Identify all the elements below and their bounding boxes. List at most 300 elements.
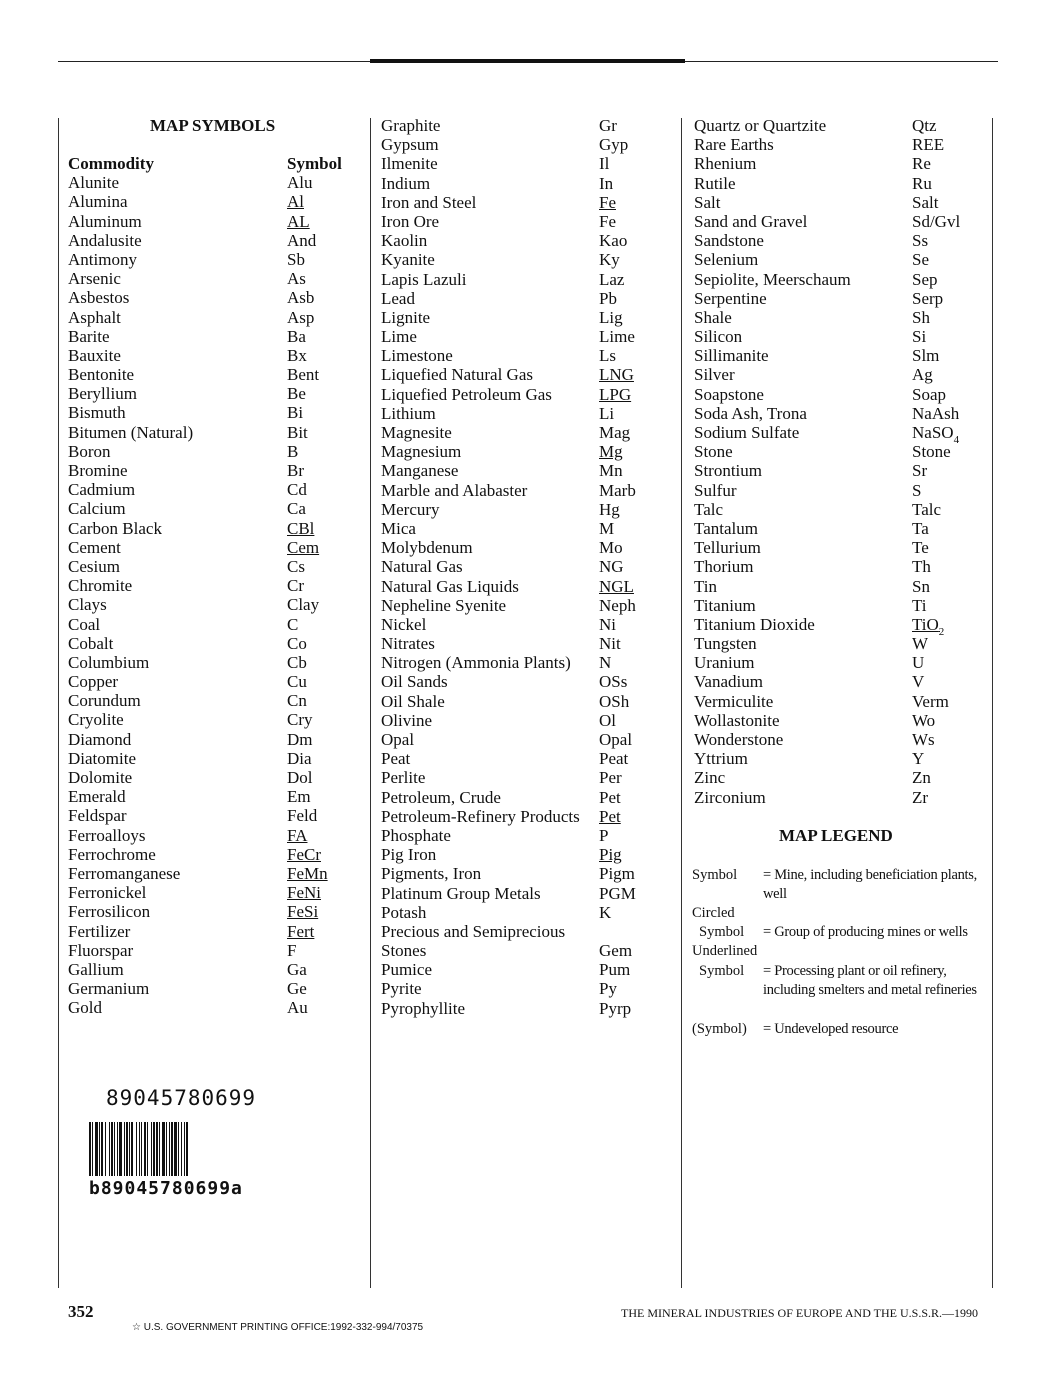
commodity-name: Nepheline Syenite <box>381 595 507 615</box>
commodity-name: Cesium <box>68 556 120 576</box>
commodity-name: Diatomite <box>68 748 136 768</box>
commodity-symbol <box>912 596 927 615</box>
commodity-name: Cement <box>68 537 121 557</box>
commodity-symbol <box>599 692 629 711</box>
symbol-text: V <box>912 672 925 692</box>
commodity-name: Tantalum <box>694 518 758 538</box>
commodity-symbol <box>287 730 313 749</box>
symbol-text: K <box>599 902 612 922</box>
commodity-name: Tellurium <box>694 538 761 558</box>
commodity-symbol <box>287 327 306 346</box>
symbol-text: Mn <box>599 461 623 481</box>
page-number: 352 <box>68 1302 94 1321</box>
symbol-text: Il <box>599 154 610 174</box>
symbol-text: N <box>599 653 612 673</box>
symbol-text: Gem <box>599 941 633 961</box>
commodity-name: Perlite <box>381 768 426 788</box>
symbol-text: Pigm <box>599 864 635 884</box>
symbol-text: Sb <box>287 249 305 269</box>
commodity-symbol <box>287 672 307 691</box>
commodity-name: Titanium <box>694 595 756 615</box>
commodity-name: Magnesium <box>381 442 462 462</box>
commodity-symbol <box>287 423 308 442</box>
commodity-symbol <box>912 135 944 154</box>
commodity-symbol <box>599 711 616 730</box>
commodity-name: Opal <box>381 730 415 749</box>
symbol-text: LPG <box>599 384 632 404</box>
commodity-name: Thorium <box>694 557 754 577</box>
commodity-symbol <box>912 308 930 327</box>
commodity-symbol <box>912 749 924 768</box>
commodity-name: Ilmenite <box>381 154 438 174</box>
commodity-name: Germanium <box>68 979 150 999</box>
symbol-text: Dol <box>287 768 313 787</box>
commodity-name: Precious and Semiprecious <box>381 921 566 941</box>
symbol-text: Zn <box>912 768 931 788</box>
commodity-symbol <box>287 922 314 941</box>
commodity-symbol <box>287 806 317 825</box>
symbol-text: Bx <box>287 345 307 365</box>
commodity-name: Lime <box>381 327 417 347</box>
commodity-name: Sillimanite <box>694 346 769 366</box>
commodity-name: Boron <box>68 441 111 461</box>
commodity-symbol <box>287 691 307 710</box>
symbol-text: Serp <box>912 288 944 308</box>
commodity-name: Ferronickel <box>68 883 147 903</box>
commodity-name: Soda Ash, Trona <box>694 403 807 423</box>
commodity-name: Ferrochrome <box>68 844 156 864</box>
commodity-name: Sulfur <box>694 480 737 500</box>
barcode-image <box>89 1122 259 1176</box>
printer-imprint: ☆ U.S. GOVERNMENT PRINTING OFFICE:1992-332-994/70375 <box>132 1322 424 1333</box>
symbol-text: Salt <box>912 192 939 212</box>
commodity-symbol <box>599 672 627 691</box>
commodity-symbol <box>599 979 617 998</box>
symbol-text: Ba <box>287 326 306 346</box>
legend-symbol-label: Symbol <box>692 867 738 883</box>
symbol-text: Neph <box>599 595 636 615</box>
symbol-header: Symbol <box>287 154 342 173</box>
symbol-text: B <box>287 441 299 461</box>
commodity-name: Uranium <box>694 653 755 673</box>
commodity-symbol <box>599 404 614 423</box>
symbol-text: Mo <box>599 538 623 558</box>
commodity-symbol <box>287 250 305 269</box>
commodity-symbol <box>287 653 307 672</box>
symbol-text: Cn <box>287 691 307 711</box>
symbol-text: Gr <box>599 116 617 135</box>
symbol-text: Mag <box>599 423 631 442</box>
commodity-name: Shale <box>694 307 732 327</box>
symbol-text: Ls <box>599 346 616 366</box>
symbol-text: Alu <box>287 173 313 193</box>
commodity-name: Yttrium <box>694 749 748 769</box>
symbol-text: Cb <box>287 652 307 672</box>
symbol-text: Cem <box>287 537 320 557</box>
commodity-symbol <box>912 212 960 231</box>
commodity-symbol <box>912 730 935 749</box>
commodity-name: Nitrogen (Ammonia Plants) <box>381 653 571 673</box>
commodity-symbol <box>287 883 321 902</box>
commodity-name: Beryllium <box>68 384 137 404</box>
commodity-symbol <box>287 960 307 979</box>
symbol-text: Pb <box>599 288 617 308</box>
legend-underlined-label: Underlined <box>692 943 758 959</box>
symbol-text: Cr <box>287 576 304 596</box>
commodity-symbol <box>599 308 623 327</box>
commodity-name: Iron Ore <box>381 211 440 231</box>
commodity-symbol <box>912 270 938 289</box>
commodity-symbol <box>599 270 624 289</box>
commodity-symbol <box>287 749 312 768</box>
commodity-symbol <box>287 864 328 883</box>
commodity-name: Sepiolite, Meerschaum <box>694 269 851 289</box>
commodity-name: Bitumen (Natural) <box>68 422 194 442</box>
commodity-symbol <box>912 461 927 480</box>
symbol-text: C <box>287 614 299 634</box>
symbol-text: S <box>912 480 922 500</box>
column-divider-right <box>992 118 993 1288</box>
symbol-text: Cs <box>287 556 305 576</box>
symbol-text: Ni <box>599 614 616 634</box>
commodity-symbol <box>599 960 630 979</box>
commodity-symbol <box>599 327 635 346</box>
symbol-text: Au <box>287 998 308 1018</box>
symbol-text: Slm <box>912 346 940 366</box>
column-divider-1 <box>370 118 371 1288</box>
commodity-symbol <box>287 902 318 921</box>
commodity-symbol <box>599 730 632 749</box>
commodity-symbol <box>287 173 313 192</box>
commodity-name: Petroleum, Crude <box>381 787 501 807</box>
commodity-symbol <box>912 634 928 653</box>
commodity-name: Alunite <box>68 173 119 193</box>
commodity-name: Coal <box>68 614 101 634</box>
symbol-text: Em <box>287 787 311 807</box>
symbol-text: Lime <box>599 327 635 347</box>
commodity-name: Potash <box>381 902 427 922</box>
symbol-text: Asp <box>287 307 315 327</box>
commodity-symbol <box>599 807 621 826</box>
commodity-symbol <box>599 193 616 212</box>
commodity-symbol <box>599 577 634 596</box>
commodity-symbol <box>599 768 622 787</box>
commodity-name: Cadmium <box>68 480 136 500</box>
commodity-name: Bentonite <box>68 365 135 385</box>
symbol-text: Ca <box>287 499 306 519</box>
commodity-symbol <box>287 634 307 653</box>
symbol-text: Pum <box>599 960 631 980</box>
symbol-text: Cry <box>287 710 313 730</box>
legend-circled-definition: = Group of producing mines or wells <box>763 924 968 940</box>
commodity-symbol <box>912 116 937 135</box>
commodity-symbol <box>599 174 613 193</box>
symbol-text: Bent <box>287 365 320 385</box>
commodity-name: Graphite <box>381 116 441 135</box>
commodity-name: Molybdenum <box>381 538 473 558</box>
commodity-name: Iron and Steel <box>381 192 477 212</box>
symbol-text: Ag <box>912 365 933 385</box>
commodity-name: Antimony <box>68 249 137 269</box>
barcode-number-top: 89045780699 <box>106 1086 257 1110</box>
symbol-text: Ga <box>287 959 307 979</box>
commodity-name: Mica <box>381 518 416 538</box>
symbol-text: Laz <box>599 269 625 289</box>
commodity-name: Natural Gas <box>381 557 463 577</box>
symbol-text: Lig <box>599 307 623 327</box>
legend-underlined-definition: = Processing plant or oil refinery, including smelters and metal refineries <box>763 963 977 999</box>
symbol-text: U <box>912 653 925 673</box>
symbol-text: AL <box>287 211 310 231</box>
symbol-text: OSh <box>599 691 630 711</box>
commodity-name: Gold <box>68 998 102 1018</box>
commodity-symbol <box>599 385 631 404</box>
commodity-symbol <box>912 500 941 519</box>
symbol-text: Sn <box>912 576 930 596</box>
commodity-name: Dolomite <box>68 768 133 787</box>
commodity-name: Gallium <box>68 959 124 979</box>
commodity-name: Fluorspar <box>68 940 134 960</box>
symbol-text: Be <box>287 384 306 404</box>
commodity-name: Pyrite <box>381 979 422 999</box>
commodity-name: Sandstone <box>694 231 764 251</box>
symbol-text: REE <box>912 135 945 155</box>
commodity-name: Chromite <box>68 576 133 596</box>
symbol-text: CBl <box>287 518 315 538</box>
commodity-name: Wollastonite <box>694 710 780 730</box>
commodity-name: Pumice <box>381 960 432 980</box>
legend-symbol-definition: = Mine, including beneficiation plants, well <box>763 867 977 903</box>
commodity-symbol <box>287 192 304 211</box>
commodity-name: Vermiculite <box>694 691 774 711</box>
commodity-name: Vanadium <box>694 672 763 692</box>
symbol-text: Ky <box>599 250 620 270</box>
commodity-name: Arsenic <box>68 269 121 289</box>
column-divider-2 <box>681 118 682 1288</box>
commodity-name: Emerald <box>68 787 126 807</box>
symbol-text: Fert <box>287 921 315 941</box>
commodity-name: Copper <box>68 672 119 692</box>
commodity-symbol <box>912 577 930 596</box>
symbol-text: Nit <box>599 634 621 654</box>
symbol-text: Al <box>287 192 304 212</box>
symbol-text: Pyrp <box>599 998 632 1018</box>
commodity-symbol <box>287 826 307 845</box>
symbol-text: NaSO <box>912 423 954 442</box>
symbol-text: Pet <box>599 787 621 807</box>
commodity-name: Aluminum <box>68 211 142 231</box>
commodity-symbol <box>599 615 616 634</box>
commodity-symbol <box>912 519 929 538</box>
commodity-symbol <box>287 557 305 576</box>
commodity-name: Mercury <box>381 499 440 519</box>
symbol-text: W <box>912 634 929 654</box>
commodity-name: Silver <box>694 365 735 385</box>
commodity-symbol <box>287 346 307 365</box>
commodity-name: Lignite <box>381 307 431 327</box>
commodity-symbol <box>912 385 946 404</box>
commodity-symbol <box>287 308 314 327</box>
symbol-text: Peat <box>599 749 629 769</box>
commodity-name: Oil Sands <box>381 672 448 692</box>
symbol-text: Li <box>599 403 615 423</box>
commodity-symbol <box>599 634 621 653</box>
commodity-symbol <box>287 499 306 518</box>
commodity-symbol <box>599 903 611 922</box>
commodity-symbol <box>287 979 307 998</box>
symbol-text: Kao <box>599 231 628 251</box>
symbol-text: Y <box>912 749 925 769</box>
commodity-name: Columbium <box>68 652 150 672</box>
commodity-symbol <box>599 423 630 442</box>
commodity-name: Selenium <box>694 250 759 270</box>
symbol-text: And <box>287 230 317 250</box>
commodity-symbol <box>599 884 636 903</box>
commodity-name: Peat <box>381 749 411 769</box>
symbol-text: Te <box>912 538 929 558</box>
symbol-text: Pig <box>599 845 622 865</box>
legend-paren-label: (Symbol) <box>692 1021 747 1037</box>
commodity-symbol <box>599 653 611 672</box>
commodity-symbol <box>912 231 928 250</box>
commodity-name: Silicon <box>694 327 743 347</box>
commodity-name: Salt <box>694 192 721 212</box>
commodity-name: Zinc <box>694 768 726 788</box>
symbol-text: FeNi <box>287 883 321 903</box>
commodity-symbol <box>912 442 951 461</box>
commodity-symbol <box>599 231 627 250</box>
commodity-symbol <box>287 288 314 307</box>
commodity-symbol <box>287 787 311 806</box>
commodity-symbol <box>912 346 939 365</box>
commodity-symbol <box>287 710 313 729</box>
symbol-text: Ti <box>912 595 927 615</box>
commodity-symbol <box>287 442 298 461</box>
symbol-text: Fe <box>599 192 616 212</box>
commodity-symbol <box>599 596 636 615</box>
commodity-symbol <box>599 749 628 768</box>
commodity-name: Rutile <box>694 173 736 193</box>
commodity-name: Kyanite <box>381 250 435 270</box>
symbol-text: Ta <box>912 518 929 538</box>
symbol-text: FA <box>287 825 308 845</box>
commodity-symbol <box>599 289 617 308</box>
commodity-name: Lithium <box>381 403 436 423</box>
symbol-text: Sep <box>912 269 938 289</box>
symbol-text: Marb <box>599 480 636 500</box>
symbol-text: Dia <box>287 748 312 768</box>
commodity-symbol <box>912 154 931 173</box>
commodity-name: Indium <box>381 173 431 193</box>
symbol-text: PGM <box>599 883 636 903</box>
commodity-name: Carbon Black <box>68 518 162 538</box>
commodity-name: Nitrates <box>381 634 435 654</box>
commodity-symbol <box>912 174 932 193</box>
commodity-symbol <box>912 692 949 711</box>
symbol-text: Zr <box>912 787 929 807</box>
commodity-symbol <box>287 384 306 403</box>
commodity-name: Pigments, Iron <box>381 864 482 884</box>
commodity-symbol <box>599 365 634 384</box>
commodity-name: Petroleum-Refinery Products <box>381 806 580 826</box>
running-title: THE MINERAL INDUSTRIES OF EUROPE AND THE U.S.S.R.—1990 <box>621 1306 979 1320</box>
commodity-header: Commodity <box>68 154 154 173</box>
commodity-symbol <box>287 768 313 787</box>
commodity-name: Sand and Gravel <box>694 211 808 231</box>
commodity-symbol <box>912 788 928 807</box>
symbol-text: Sh <box>912 307 930 327</box>
commodity-symbol <box>912 193 938 212</box>
commodity-name: Wonderstone <box>694 730 784 749</box>
commodity-symbol <box>599 442 623 461</box>
symbol-text: Clay <box>287 595 320 615</box>
symbol-text: Si <box>912 327 927 347</box>
commodity-name: Feldspar <box>68 806 127 826</box>
commodity-name: Ferromanganese <box>68 863 181 883</box>
commodity-symbol <box>287 538 319 557</box>
symbol-text: P <box>599 825 609 845</box>
commodity-name: Manganese <box>381 461 459 481</box>
symbol-text: Ss <box>912 231 929 251</box>
commodity-name: Stones <box>381 941 427 961</box>
commodity-name: Sodium Sulfate <box>694 423 800 442</box>
symbol-text: OSs <box>599 672 628 692</box>
commodity-name: Andalusite <box>68 230 142 250</box>
symbol-text: Asb <box>287 288 315 308</box>
symbol-text: FeCr <box>287 844 321 864</box>
symbol-text: Ol <box>599 710 616 730</box>
commodity-symbol <box>599 941 632 960</box>
commodity-name: Serpentine <box>694 288 767 308</box>
commodity-symbol <box>599 845 622 864</box>
symbol-text: Th <box>912 557 931 577</box>
symbol-text: M <box>599 518 615 538</box>
commodity-symbol <box>287 403 303 422</box>
commodity-symbol <box>287 212 310 231</box>
commodity-name: Lead <box>381 288 415 308</box>
commodity-name: Nickel <box>381 614 427 634</box>
symbol-text: Se <box>912 250 929 270</box>
map-symbols-title: MAP SYMBOLS <box>150 116 276 135</box>
commodity-name: Tin <box>694 576 718 596</box>
commodity-name: Bismuth <box>68 403 126 423</box>
commodity-symbol <box>599 250 620 269</box>
symbol-text: NaAsh <box>912 403 960 423</box>
commodity-name: Cryolite <box>68 710 124 730</box>
barcode-number-bottom: b89045780699a <box>89 1178 243 1199</box>
commodity-symbol <box>599 864 635 883</box>
symbol-text: Cu <box>287 672 307 692</box>
commodity-name: Magnesite <box>381 423 452 442</box>
commodity-name: Barite <box>68 326 110 346</box>
commodity-symbol <box>599 538 623 557</box>
symbol-subscript: 2 <box>938 625 945 638</box>
symbol-text: Hg <box>599 499 620 519</box>
symbol-subscript: 4 <box>953 434 960 446</box>
commodity-symbol <box>912 404 959 423</box>
commodity-name: Pig Iron <box>381 845 437 865</box>
commodity-symbol <box>287 595 319 614</box>
commodity-symbol <box>599 212 616 231</box>
commodity-name: Marble and Alabaster <box>381 480 528 500</box>
symbol-text: Gyp <box>599 135 629 155</box>
commodity-symbol <box>912 557 931 576</box>
symbol-text: Bi <box>287 403 304 423</box>
commodity-symbol <box>912 711 935 730</box>
symbol-text: Ge <box>287 979 307 999</box>
commodity-symbol <box>287 941 296 960</box>
symbol-text: TiO <box>912 614 939 634</box>
